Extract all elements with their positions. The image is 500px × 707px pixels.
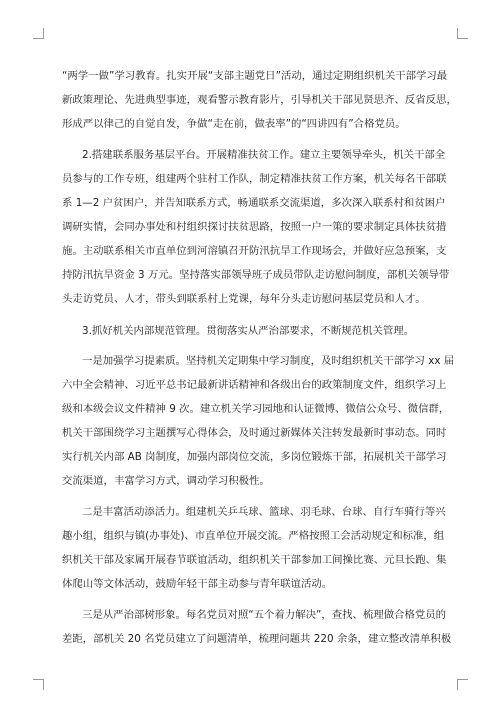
text-line: 持防汛抗旱资金 3 万元。坚持落实部领导班子成员带队走访慰问制度，部机关领导带 bbox=[62, 269, 450, 281]
text-line: 三是从严治部树形象。每名党员对照“五个着力解决”，查找、梳理做合格党员的 bbox=[82, 609, 447, 621]
corner-mark-top-left bbox=[33, 28, 44, 39]
text-line: 形成严以律己的自觉自发，争做“走在前，做表率”的“四讲四有”合格党员。 bbox=[62, 118, 406, 130]
text-line: 新政策理论、先进典型事迹，观看警示教育影片，引导机关干部见贤思齐、反省反思， bbox=[62, 94, 457, 106]
corner-mark-top-right bbox=[457, 28, 468, 39]
section-heading: 3.抓好机关内部规范管理。贯彻落实从严治部要求，不断规范机关管理。 bbox=[82, 325, 415, 337]
text-line: “两学一做”学习教育。扎实开展“支部主题党日”活动，通过定期组织机关干部学习最 bbox=[62, 70, 448, 82]
section-heading: 2.搭建联系服务基层平台。开展精准扶贫工作。建立主要领导牵头，机关干部全 bbox=[82, 149, 446, 161]
text-line: 员参与的工作专班，组建两个驻村工作队，制定精准扶贫工作方案，机关每名干部联 bbox=[62, 173, 447, 185]
text-line: 交流渠道，丰富学习方式，调动学习积极性。 bbox=[62, 475, 270, 487]
corner-mark-bottom-left bbox=[33, 679, 44, 690]
corner-mark-bottom-right bbox=[457, 679, 468, 690]
text-line: 头走访党员、人才，带头到联系村上党课，每年分头走访慰问基层党员和人才。 bbox=[62, 293, 426, 305]
text-line: 系 1—2 户贫困户，并告知联系方式，畅通联系交流渠道，多次深入联系村和贫困户 bbox=[62, 197, 446, 209]
text-line: 级和本级会议文件精神 9 次。建立机关学习园地和认证微博、微信公众号、微信群， bbox=[62, 403, 450, 415]
text-line: 调研实情，会同办事处和村组织探讨扶贫思路，按照一户一策的要求制定具体扶贫措 bbox=[62, 221, 447, 233]
text-line: 实行机关内部 AB 岗制度，加强内部岗位交流，多岗位锻炼干部，拓展机关干部学习 bbox=[62, 451, 447, 463]
text-line: 差距，部机关 20 名党员建立了问题清单，梳理问题共 220 余条，建立整改清单积极 bbox=[62, 633, 452, 645]
text-line: 体爬山等文体活动，鼓励年轻干部主动参与青年联谊活动。 bbox=[62, 578, 333, 590]
text-line: 一是加强学习提素质。坚持机关定期集中学习制度，及时组织机关干部学习 xx 届 bbox=[82, 355, 455, 367]
text-line: 趣小组，组织与镇(办事处)、市直单位开展交流。严格按照工会活动规定和标准，组 bbox=[62, 530, 445, 542]
text-line: 施。主动联系相关市直单位到河溶镇召开防汛抗旱工作现场会，并做好应急预案，支 bbox=[62, 245, 447, 257]
text-line: 机关干部围绕学习主题撰写心得体会，及时通过新媒体关注转发最新时事动态。同时 bbox=[62, 427, 447, 439]
text-line: 二是丰富活动添活力。组建机关乒乓球、篮球、羽毛球、台球、自行车骑行等兴 bbox=[82, 506, 446, 518]
text-line: 织机关干部及家属开展春节联谊活动，组织机关干部参加工间操比赛、元旦长跑、集 bbox=[62, 554, 447, 566]
text-line: 六中全会精神、习近平总书记最新讲话精神和各级出台的政策制度文件，组织学习上 bbox=[62, 379, 447, 391]
